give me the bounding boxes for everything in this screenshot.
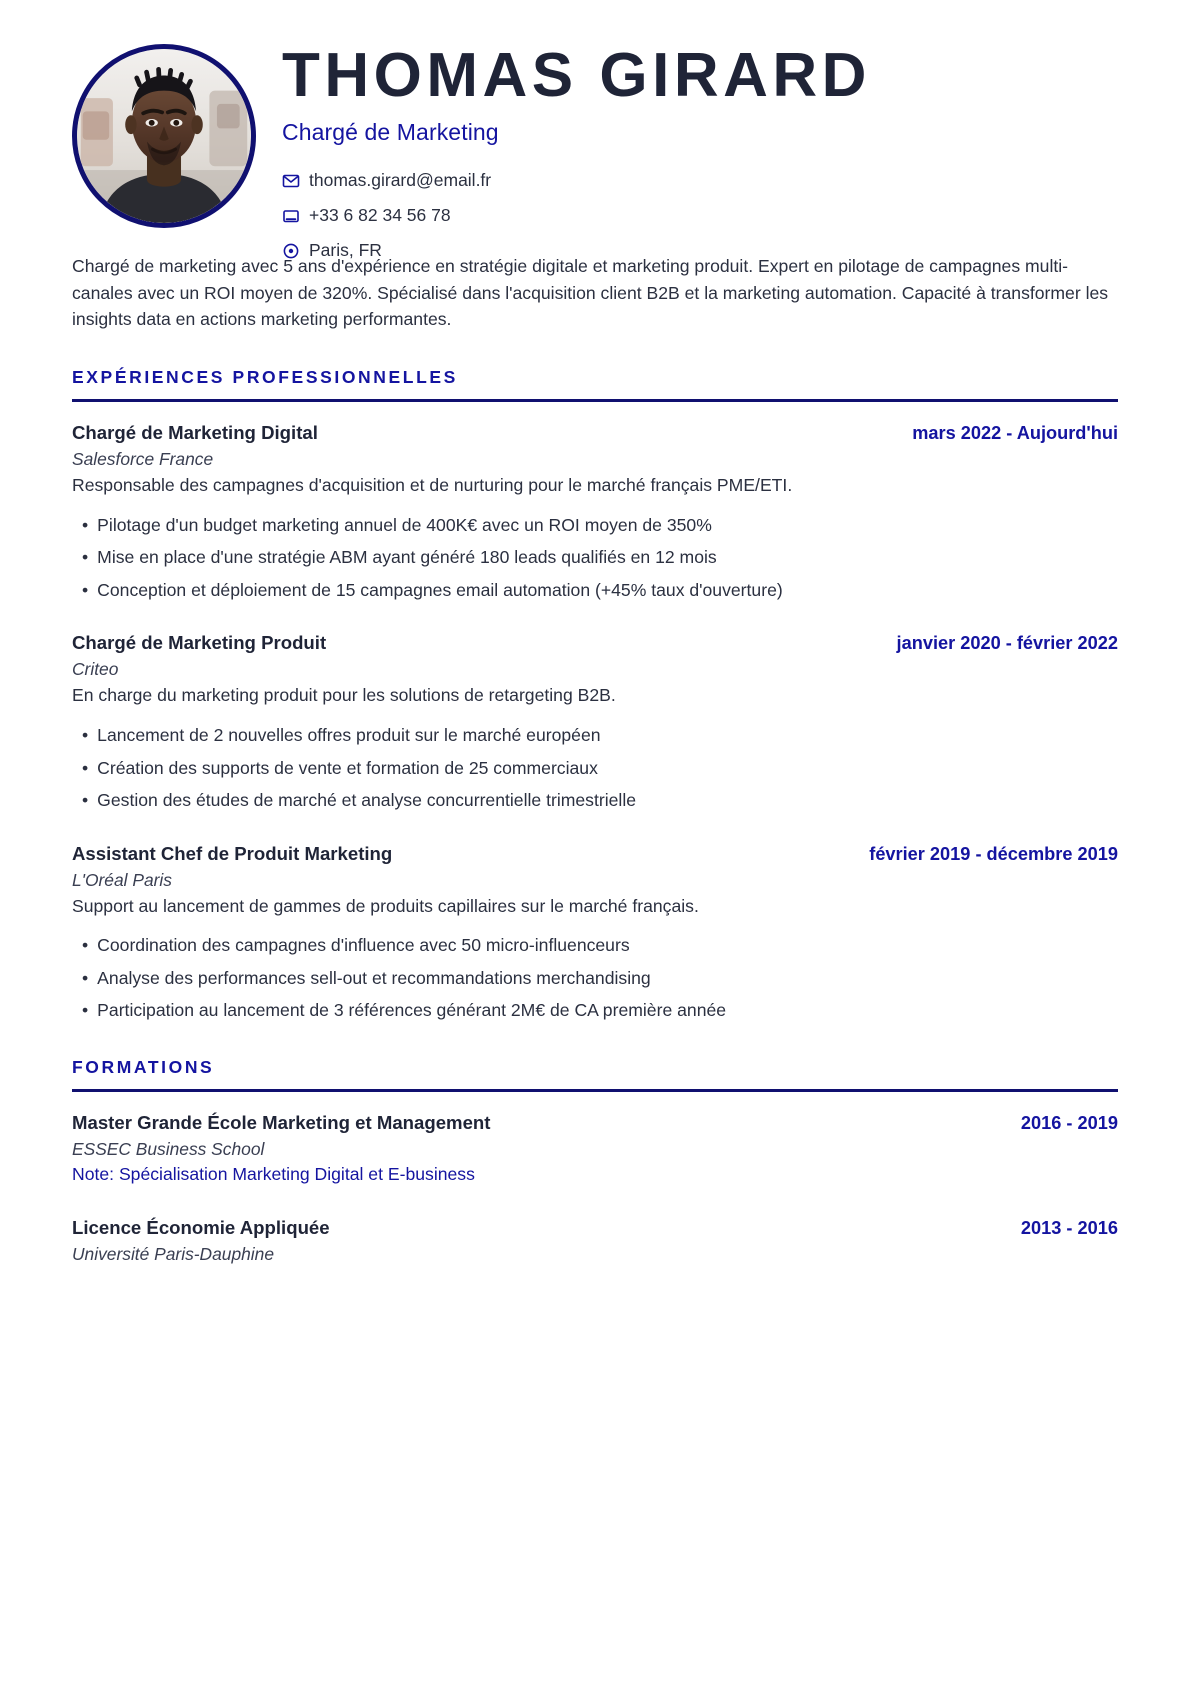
list-item <box>72 967 1118 991</box>
entry-header <box>72 1112 1118 1134</box>
entry-organization: Salesforce France <box>72 449 214 470</box>
entry-bullet-list <box>72 724 1118 813</box>
entry-note: Note: Spécialisation Marketing Digital et E-business <box>72 1164 475 1184</box>
section-divider <box>72 1089 1118 1092</box>
bullet-dot-icon: • <box>82 514 89 535</box>
entry-organization: Criteo <box>72 659 119 680</box>
list-item <box>72 999 1118 1023</box>
list-item-text: Pilotage d'un budget marketing annuel de 400K€ avec un ROI moyen de 350% <box>97 514 712 535</box>
section-divider <box>72 399 1118 402</box>
entry-title: Master Grande École Marketing et Management <box>72 1112 491 1133</box>
list-item <box>72 579 1118 603</box>
entry-bullet-list <box>72 934 1118 1023</box>
job-title: Chargé de Marketing <box>282 119 499 146</box>
list-item-text: Analyse des performances sell-out et recommandations merchandising <box>97 967 651 988</box>
entry-header <box>72 1217 1118 1239</box>
list-item-text: Participation au lancement de 3 références générant 2M€ de CA première année <box>97 1000 727 1021</box>
list-item <box>72 789 1118 813</box>
contact-phone[interactable] <box>282 205 1118 227</box>
entry-title: Licence Économie Appliquée <box>72 1216 330 1238</box>
entry-organization: ESSEC Business School <box>72 1139 265 1159</box>
entry-date: janvier 2020 - février 2022 <box>896 633 1118 654</box>
list-item <box>72 934 1118 958</box>
bullet-dot-icon: • <box>82 757 89 778</box>
section-formations <box>72 1057 1118 1265</box>
resume-header <box>72 36 1118 275</box>
bullet-dot-icon: • <box>82 547 89 568</box>
header-text-block <box>282 36 1118 275</box>
location-pin-icon <box>282 242 300 260</box>
education-entry <box>72 1112 1118 1187</box>
entry-title: Assistant Chef de Produit Marketing <box>72 842 393 864</box>
bullet-dot-icon: • <box>82 967 89 988</box>
list-item <box>72 757 1118 781</box>
list-item-text: Mise en place d'une stratégie ABM ayant généré 180 leads qualifiés en 12 mois <box>97 547 717 568</box>
entry-header <box>72 632 1118 654</box>
contact-email-value: thomas.girard@email.fr <box>309 170 492 191</box>
entry-description: Responsable des campagnes d'acquisition et de nurturing pour le marché français PME/ETI. <box>72 475 793 496</box>
entry-date: février 2019 - décembre 2019 <box>869 843 1118 864</box>
list-item <box>72 546 1118 570</box>
entry-date: 2013 - 2016 <box>1020 1217 1118 1238</box>
entry-title: Chargé de Marketing Digital <box>72 422 318 444</box>
bullet-dot-icon: • <box>82 790 89 811</box>
list-item-text: Conception et déploiement de 15 campagnes email automation (+45% taux d'ouverture) <box>97 579 783 600</box>
profile-photo <box>77 49 251 223</box>
list-item <box>72 514 1118 538</box>
entry-header <box>72 422 1118 444</box>
entry-title: Chargé de Marketing Produit <box>72 632 327 654</box>
avatar <box>72 44 256 228</box>
bullet-dot-icon: • <box>82 935 89 956</box>
list-item-text: Coordination des campagnes d'influence avec 50 micro-influenceurs <box>97 935 630 956</box>
education-entry <box>72 1217 1118 1265</box>
contact-email[interactable] <box>282 170 1118 192</box>
entry-date: mars 2022 - Aujourd'hui <box>912 423 1118 444</box>
list-item-text: Lancement de 2 nouvelles offres produit sur le marché européen <box>97 725 601 745</box>
bullet-dot-icon: • <box>82 1000 89 1021</box>
entry-description: Support au lancement de gammes de produits capillaires sur le marché français. <box>72 895 699 916</box>
contact-list <box>282 170 1118 262</box>
entry-header <box>72 843 1118 865</box>
list-item-text: Création des supports de vente et formation de 25 commerciaux <box>97 757 598 778</box>
list-item-text: Gestion des études de marché et analyse concurrentielle trimestrielle <box>97 790 637 811</box>
entry-organization: L'Oréal Paris <box>72 869 172 890</box>
section-title-formations: FORMATIONS <box>72 1057 215 1077</box>
resume-sheet <box>14 14 1176 1670</box>
phone-icon <box>282 207 300 225</box>
entry-bullet-list <box>72 514 1118 603</box>
page-title: THOMAS GIRARD <box>282 41 871 110</box>
profile-summary: Chargé de marketing avec 5 ans d'expérience en stratégie digitale et marketing produit. Expert en pilotage de campagnes multi-canales avec un ROI moyen de 320%. Spécialisé dans l'acquisition client B2B et la marketing automation. Capacité à transformer les insights data en actions marketing performantes. <box>72 255 1109 330</box>
section-experiences <box>72 367 1118 1023</box>
entry-organization: Université Paris-Dauphine <box>72 1243 275 1264</box>
bullet-dot-icon: • <box>82 579 89 600</box>
contact-location[interactable] <box>282 240 1118 262</box>
experience-entry <box>72 422 1118 602</box>
bullet-dot-icon: • <box>82 725 89 745</box>
contact-phone-value: +33 6 82 34 56 78 <box>309 205 451 226</box>
envelope-icon <box>282 172 300 190</box>
contact-location-value: Paris, FR <box>309 239 382 260</box>
entry-description: En charge du marketing produit pour les solutions de retargeting B2B. <box>72 685 616 706</box>
entry-date: 2016 - 2019 <box>1020 1113 1118 1133</box>
section-title-experiences: EXPÉRIENCES PROFESSIONNELLES <box>72 367 458 388</box>
list-item <box>72 724 1118 748</box>
experience-entry <box>72 632 1118 812</box>
experience-entry <box>72 843 1118 1023</box>
